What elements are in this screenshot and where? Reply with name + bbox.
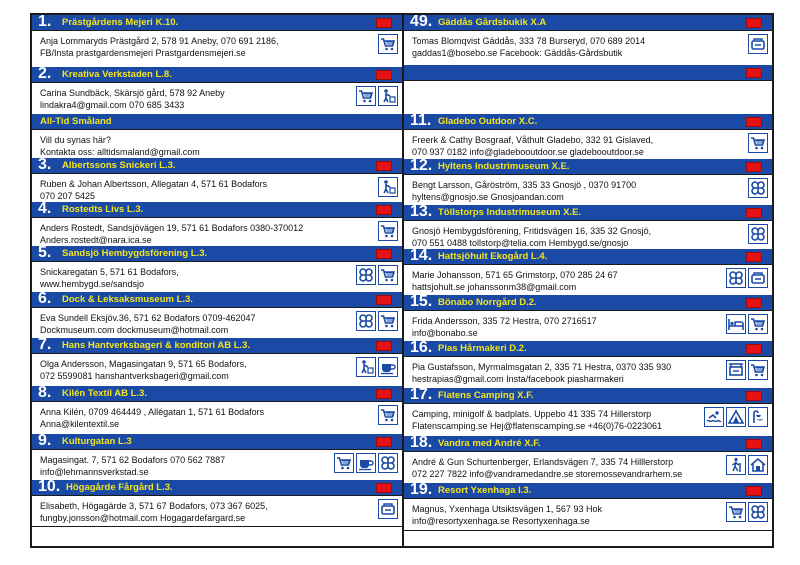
directory-grid: [30, 13, 774, 548]
listing-detail-line: Anders.rostedt@nara.ica.se: [40, 235, 152, 245]
sight-icon: [748, 224, 768, 244]
listing-body: [404, 221, 772, 249]
listing-number: 14.: [410, 249, 433, 264]
service-icons: [726, 268, 768, 288]
listing-entry: [32, 15, 402, 68]
listing-name: Flatens Camping X.F.: [438, 390, 534, 401]
listing-details: [412, 269, 618, 293]
listing-header: [32, 67, 402, 83]
sight-icon: [726, 268, 746, 288]
listing-entry: [32, 246, 402, 293]
listing-header: [404, 65, 772, 81]
listing-detail-line: hestrapias@gmail.com Insta/facebook piasharmakeri: [412, 374, 624, 384]
sight-icon: [748, 178, 768, 198]
listing-name: Kreativa Verkstaden L.8.: [62, 69, 172, 80]
listing-details: [412, 134, 653, 158]
listing-detail-line: Carina Sundbäck, Skärsjö gård, 578 92 Aneby: [40, 88, 225, 98]
listing-name: Pias Hårmakeri D.2.: [438, 343, 527, 354]
red-marker-icon: [746, 68, 762, 78]
listing-name: Vandra med André X.F.: [438, 438, 541, 449]
red-marker-icon: [746, 252, 762, 262]
service-icons: [726, 502, 768, 522]
cart-icon: [378, 221, 398, 241]
listing-entry: [32, 114, 402, 159]
sight-icon: [356, 311, 376, 331]
listing-details: [412, 179, 636, 203]
listing-name: Töllstorps Industrimuseum X.E.: [438, 207, 582, 218]
listing-body: [32, 354, 402, 386]
listing-details: [412, 225, 651, 249]
listing-detail-line: hattsjohult.se johanssonm38@gmail.com: [412, 282, 577, 292]
listing-body: [32, 218, 402, 246]
sight-icon: [378, 453, 398, 473]
service-icons: [704, 407, 768, 427]
listing-header: [32, 480, 402, 496]
red-marker-icon: [746, 391, 762, 401]
red-marker-icon: [376, 389, 392, 399]
listing-number: 1.: [38, 15, 52, 30]
listing-header: [404, 341, 772, 357]
listing-number: 19.: [410, 483, 433, 498]
cart-icon: [334, 453, 354, 473]
red-marker-icon: [376, 205, 392, 215]
listing-body: [32, 496, 402, 526]
service-icons: [378, 177, 398, 197]
listing-details: [412, 35, 645, 59]
listing-detail-line: 070 551 0488 tollstorp@telia.com Hembygd.se/gnosjo: [412, 238, 629, 248]
listing-detail-line: Anna Kilén, 0709 464449 , Allégatan 1, 571 61 Bodafors: [40, 407, 265, 417]
listing-detail-line: Bengt Larsson, Gåröström, 335 33 Gnosjö , 0370 91700: [412, 180, 637, 190]
listing-entry: [404, 341, 772, 389]
listing-body: [32, 174, 402, 202]
listing-details: [40, 178, 267, 202]
cart-icon: [378, 34, 398, 54]
listing-detail-line: fungby.jonsson@hotmail.com Hogagardefargard.se: [40, 513, 246, 523]
listing-body: [32, 262, 402, 292]
listing-detail-line: www.hembygd.se/sandsjo: [40, 279, 145, 289]
listing-header: [32, 202, 402, 218]
listing-header: [32, 246, 402, 262]
listing-detail-line: Vill du synas här?: [40, 135, 111, 145]
listing-detail-line: info@bonabo.se: [412, 328, 478, 338]
listing-entry: [32, 292, 402, 339]
listing-detail-line: Olga Andersson, Magasingatan 9, 571 65 Bodafors,: [40, 359, 247, 369]
listing-entry: [32, 338, 402, 387]
listing-body: [32, 83, 402, 114]
tent-icon: [726, 407, 746, 427]
listing-name: Högagårde Fårgård L.3.: [66, 482, 173, 493]
listing-detail-line: Elisabeth, Högagärde 3, 571 67 Bodafors, 073 367 6025,: [40, 501, 268, 511]
handcraft-icon: [378, 86, 398, 106]
red-marker-icon: [376, 18, 392, 28]
listing-number: 2.: [38, 67, 52, 82]
cart-icon: [726, 502, 746, 522]
listing-body: [32, 450, 402, 480]
listing-details: [412, 315, 597, 339]
listing-details: [40, 87, 225, 111]
cart-icon: [356, 86, 376, 106]
sight-icon: [356, 265, 376, 285]
listing-body: [404, 311, 772, 341]
listing-entry: [32, 202, 402, 247]
listing-header: [404, 114, 772, 130]
listing-number: 8.: [38, 386, 52, 401]
listing-detail-line: Anna@kilentextil.se: [40, 419, 120, 429]
food-icon: [748, 268, 768, 288]
handcraft-icon: [356, 357, 376, 377]
listing-number: 6.: [38, 292, 52, 307]
listing-entry: [32, 67, 402, 115]
listing-name: Kilén Textil AB L.3.: [62, 388, 147, 399]
listing-number: 17.: [410, 388, 433, 403]
listing-number: 12.: [410, 159, 433, 174]
listing-header: [32, 158, 402, 174]
listing-detail-line: Camping, minigolf & badplats. Uppebo 41 335 74 Hillerstorp: [412, 409, 652, 419]
listing-detail-line: Dockmuseum.com dockmuseum@hotmail.com: [40, 325, 229, 335]
listing-detail-line: info@resortyxenhaga.se Resortyxenhaga.se: [412, 516, 590, 526]
red-marker-icon: [746, 486, 762, 496]
service-icons: [378, 34, 398, 54]
listing-entry: [32, 158, 402, 203]
listing-detail-line: Magnus, Yxenhaga Utsiktsvägen 1, 567 93 Hok: [412, 504, 602, 514]
listing-details: [40, 500, 268, 524]
listing-header: [404, 249, 772, 265]
listing-header: [32, 434, 402, 450]
listing-detail-line: 072 227 7822 info@vandramedandre.se storemossevandrarhem.se: [412, 469, 683, 479]
cafe-icon: [356, 453, 376, 473]
listing-number: 16.: [410, 341, 433, 356]
listing-entry: [404, 249, 772, 296]
listing-detail-line: hyltens@gnosjo.se Gnosjoandan.com: [412, 192, 564, 202]
listing-number: 3.: [38, 158, 52, 173]
service-icons: [356, 86, 398, 106]
right-column: [404, 15, 772, 546]
service-icons: [334, 453, 398, 473]
listing-details: [40, 222, 303, 246]
cart-icon: [748, 133, 768, 153]
red-marker-icon: [746, 344, 762, 354]
listing-detail-line: Eva Sundell Eksjöv.36, 571 62 Bodafors 0709-462047: [40, 313, 256, 323]
listing-detail-line: Anja Lommaryds Prästgård 2, 578 91 Aneby, 070 691 2186,: [40, 36, 279, 46]
red-marker-icon: [376, 161, 392, 171]
listing-header: [32, 114, 402, 130]
red-marker-icon: [376, 483, 392, 493]
listing-name: Dock & Leksaksmuseum L.3.: [62, 294, 193, 305]
hostel-icon: [748, 455, 768, 475]
listing-body: [404, 175, 772, 205]
listing-detail-line: Magasingat. 7, 571 62 Bodafors 070 562 7887: [40, 455, 226, 465]
listing-header: [32, 386, 402, 402]
listing-body: [404, 31, 772, 65]
listing-detail-line: Gnosjö Hembygdsförening, Fritidsvägen 16, 335 32 Gnosjö,: [412, 226, 652, 236]
listing-details: [412, 408, 662, 432]
listing-detail-line: Tomas Blomqvist Gäddås, 333 78 Burseryd, 070 689 2014: [412, 36, 646, 46]
listing-detail-line: 070 207 5425: [40, 191, 96, 201]
service-icons: [726, 360, 768, 380]
listing-entry: [404, 205, 772, 250]
listing-number: 15.: [410, 295, 433, 310]
listing-header: [404, 436, 772, 452]
listing-name: Hyltens Industrimuseum X.E.: [438, 161, 570, 172]
red-marker-icon: [746, 298, 762, 308]
listing-details: [40, 312, 256, 336]
listing-number: 5.: [38, 246, 52, 261]
bed-icon: [726, 314, 746, 334]
listing-entry: [32, 480, 402, 527]
listing-name: Sandsjö Hembygdsförening L.3.: [62, 248, 208, 259]
hiking-icon: [726, 455, 746, 475]
listing-details: [40, 406, 264, 430]
listing-entry: [404, 15, 772, 66]
listing-entry: [32, 434, 402, 481]
listing-body: [404, 404, 772, 436]
listing-body: [404, 499, 772, 530]
listing-entry: [404, 295, 772, 342]
listing-body: [404, 452, 772, 483]
listing-body: [32, 402, 402, 434]
listing-detail-line: Pia Gustafsson, Myrmalmsgatan 2, 335 71 Hestra, 0370 335 930: [412, 362, 672, 372]
listing-entry: [404, 159, 772, 206]
listing-header: [404, 15, 772, 31]
listing-details: [412, 503, 602, 527]
listing-details: [40, 358, 247, 382]
service-icons: [378, 405, 398, 425]
red-marker-icon: [376, 295, 392, 305]
listing-detail-line: Snickaregatan 5, 571 61 Bodafors,: [40, 267, 179, 277]
listing-name: Gäddås Gårdsbukik X.A: [438, 17, 547, 28]
listing-detail-line: gaddas1@bosebo.se Facebook: Gäddås-Gårdsbutik: [412, 48, 623, 58]
food-icon: [378, 499, 398, 519]
listing-header: [404, 295, 772, 311]
listing-name: Albertssons Snickeri L.3.: [62, 160, 176, 171]
listing-number: 13.: [410, 205, 433, 220]
listing-detail-line: Flatenscamping.se Hej@flatenscamping.se +46(0)76-0223061: [412, 421, 663, 431]
red-marker-icon: [746, 208, 762, 218]
service-icons: [726, 314, 768, 334]
listing-entry: [404, 483, 772, 531]
listing-entry: [32, 386, 402, 435]
listing-detail-line: info@lehmannsverkstad.se: [40, 467, 149, 477]
listing-name: All-Tid Småland: [40, 116, 112, 127]
service-icons: [378, 221, 398, 241]
listing-header: [404, 483, 772, 499]
red-marker-icon: [746, 439, 762, 449]
listing-detail-line: 070 937 0182 info@gladebooutdoor.se gladebooutdoor.se: [412, 147, 644, 157]
listing-detail-line: lindakra4@gmail.com 070 685 3433: [40, 100, 185, 110]
listing-name: Prästgårdens Mejeri K.10.: [62, 17, 179, 28]
listing-entry: [404, 114, 772, 160]
service-icons: [356, 311, 398, 331]
listing-number: 10.: [38, 480, 61, 495]
service-icons: [356, 357, 398, 377]
listing-detail-line: FB/Insta prastgardensmejeri Prastgardensmejeri.se: [40, 48, 246, 58]
listing-body: [32, 130, 402, 158]
service-icons: [748, 34, 768, 54]
swim-icon: [704, 407, 724, 427]
red-marker-icon: [746, 117, 762, 127]
red-marker-icon: [376, 341, 392, 351]
listing-name: Hattsjöhult Ekogård L.4.: [438, 251, 548, 262]
service-icons: [378, 499, 398, 519]
listing-header: [32, 15, 402, 31]
service-icons: [726, 455, 768, 475]
cart-icon: [378, 311, 398, 331]
listing-header: [32, 338, 402, 354]
cart-icon: [748, 360, 768, 380]
handcraft-icon: [378, 177, 398, 197]
cart-icon: [378, 265, 398, 285]
listing-detail-line: Ruben & Johan Albertsson, Allegatan 4, 571 61 Bodafors: [40, 179, 268, 189]
shop-sign-icon: [726, 360, 746, 380]
left-column: [32, 15, 404, 546]
listing-name: Bönabo Norrgård D.2.: [438, 297, 537, 308]
cafe-icon: [378, 357, 398, 377]
service-icons: [748, 178, 768, 198]
listing-number: 4.: [38, 202, 52, 217]
listing-body: [32, 308, 402, 338]
listing-detail-line: Freerk & Cathy Bosgraaf, Våthult Gladebo, 332 91 Gislaved,: [412, 135, 654, 145]
listing-body: [404, 81, 772, 114]
listing-header: [32, 292, 402, 308]
listing-name: Rostedts Livs L.3.: [62, 204, 144, 215]
listing-entry: [404, 436, 772, 484]
listing-entry: [404, 388, 772, 437]
red-marker-icon: [746, 162, 762, 172]
service-icons: [356, 265, 398, 285]
listing-detail-line: Kontakta oss: alltidsmaland@gmail.com: [40, 147, 200, 157]
listing-name: Hans Hantverksbageri & konditori AB L.3.: [62, 340, 251, 351]
listing-details: [412, 456, 682, 480]
cart-icon: [748, 314, 768, 334]
listing-details: [40, 134, 200, 158]
red-marker-icon: [746, 18, 762, 28]
red-marker-icon: [376, 70, 392, 80]
sight-icon: [748, 502, 768, 522]
listing-details: [40, 454, 225, 478]
listing-number: 11.: [410, 114, 432, 129]
listing-number: 49.: [410, 15, 433, 30]
listing-name: Resort Yxenhaga I.3.: [438, 485, 532, 496]
listing-name: Gladebo Outdoor X.C.: [438, 116, 538, 127]
listing-name: Kulturgatan L.3: [62, 436, 132, 447]
cart-icon: [378, 405, 398, 425]
red-marker-icon: [376, 437, 392, 447]
service-icons: [748, 224, 768, 244]
listing-number: 18.: [410, 436, 433, 451]
listing-body: [404, 130, 772, 159]
listing-detail-line: André & Gun Schurtenberger, Erlandsvägen 7, 335 74 Hilllerstorp: [412, 457, 674, 467]
listing-detail-line: Frida Andersson, 335 72 Hestra, 070 2716517: [412, 316, 597, 326]
listing-entry: [404, 65, 772, 115]
food-icon: [748, 34, 768, 54]
listing-number: 7.: [38, 338, 52, 353]
listing-header: [404, 159, 772, 175]
listing-body: [404, 265, 772, 295]
listing-detail-line: Anders Rostedt, Sandsjövägen 19, 571 61 Bodafors 0380-370012: [40, 223, 304, 233]
listing-body: [404, 357, 772, 388]
listing-detail-line: Marie Johansson, 571 65 Grimstorp, 070 285 24 67: [412, 270, 618, 280]
listing-details: [40, 35, 279, 59]
listing-details: [412, 361, 671, 385]
red-marker-icon: [376, 249, 392, 259]
listing-number: 9.: [38, 434, 52, 449]
shower-icon: [748, 407, 768, 427]
listing-body: [32, 31, 402, 67]
service-icons: [748, 133, 768, 153]
listing-detail-line: 072 5599081 hanshantverksbageri@gmail.com: [40, 371, 229, 381]
listing-details: [40, 266, 179, 290]
listing-header: [404, 388, 772, 404]
listing-header: [404, 205, 772, 221]
